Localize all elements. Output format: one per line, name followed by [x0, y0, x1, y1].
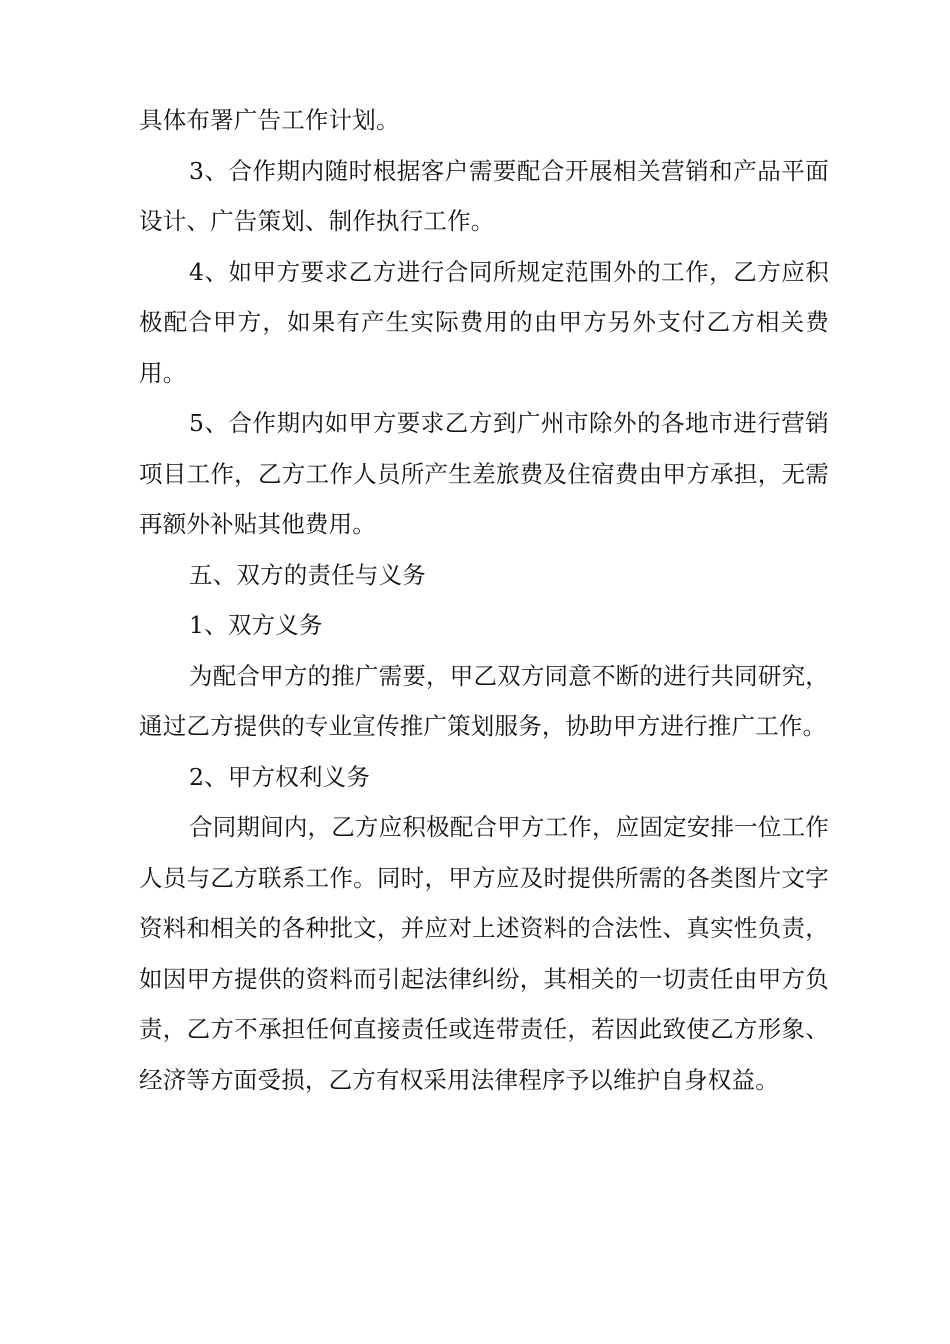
paragraph-item-5: 5、合作期内如甲方要求乙方到广州市除外的各地市进行营销项目工作，乙方工作人员所产生差旅费及住宿费由甲方承担，无需再额外补贴其他费用。 — [139, 409, 829, 538]
section-heading-responsibilities: 五、双方的责任与义务 — [189, 560, 426, 589]
paragraph-party-a-rights: 合同期间内，乙方应积极配合甲方工作，应固定安排一位工作人员与乙方联系工作。同时，甲方应及时提供所需的各类图片文字资料和相关的各种批文，并应对上述资料的合法性、真实性负责，如因甲方提供的资料而引起法律纠纷，其相关的一切责任由甲方负责，乙方不承担任何直接责任或连带责任，若因此致使乙方形象、经济等方面受损，乙方有权采用法律程序予以维护自身权益。 — [139, 813, 829, 1094]
subheading-mutual-obligations: 1、双方义务 — [189, 611, 323, 639]
paragraph-item-4: 4、如甲方要求乙方进行合同所规定范围外的工作，乙方应积极配合甲方，如果有产生实际费用的由甲方另外支付乙方相关费用。 — [139, 257, 829, 387]
document-page — [139, 95, 829, 1105]
paragraph-mutual-obligations: 为配合甲方的推广需要，甲乙双方同意不断的进行共同研究，通过乙方提供的专业宣传推广策划服务，协助甲方进行推广工作。 — [139, 661, 829, 740]
paragraph-continued: 具体布署广告工作计划。 — [139, 106, 400, 134]
paragraph-item-3: 3、合作期内随时根据客户需要配合开展相关营销和产品平面设计、广告策划、制作执行工作。 — [139, 156, 829, 235]
subheading-party-a-rights: 2、甲方权利义务 — [189, 762, 371, 791]
